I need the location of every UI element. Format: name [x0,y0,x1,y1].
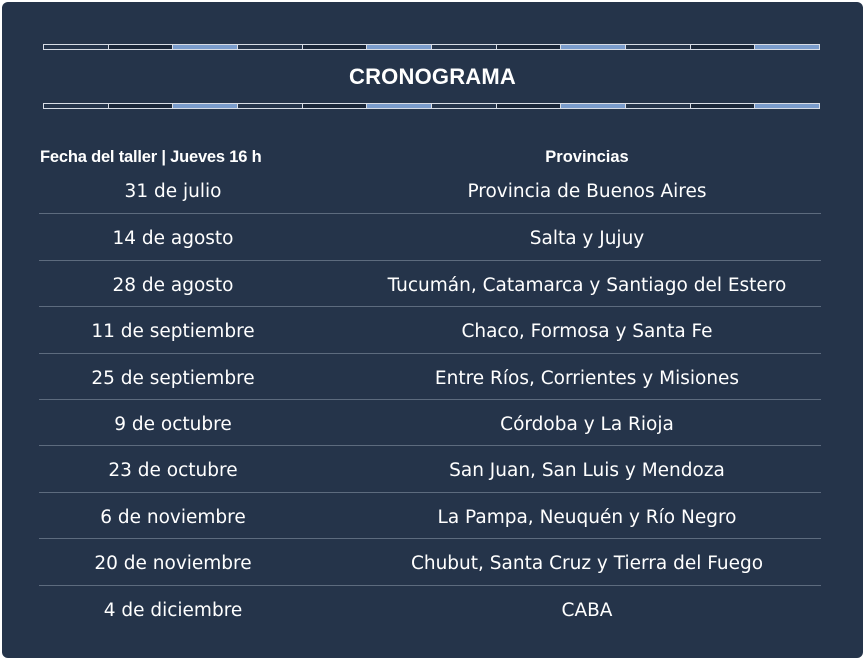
stripe-segment [497,104,562,108]
table-row [39,354,821,400]
stripe-segment [626,104,691,108]
workshop-date: 31 de julio [124,181,222,202]
date-column-header: Fecha del taller | Jueves 16 h [40,148,262,166]
stripe-segment [173,45,238,49]
province-list: Chaco, Formosa y Santa Fe [461,321,713,343]
stripe-segment [109,104,174,108]
workshop-date: 28 de agosto [112,274,234,296]
workshop-date: 14 de agosto [112,228,234,250]
stripe-segment [44,104,109,108]
workshop-date: 20 de noviembre [94,553,252,575]
workshop-date: 11 de septiembre [91,321,255,343]
table-row [39,493,821,539]
stripe-segment [432,104,497,108]
provinces-column-header: Provincias [545,148,629,166]
stripe-segment [691,45,756,49]
bottom-decorative-stripe [43,103,820,109]
stripe-segment [173,104,238,108]
stripe-segment [432,45,497,49]
stripe-segment [691,104,756,108]
workshop-date: 9 de octubre [114,413,232,435]
stripe-segment [303,45,368,49]
province-list: Córdoba y La Rioja [500,413,674,435]
province-list: La Pampa, Neuquén y Río Negro [437,506,737,528]
province-list: Salta y Jujuy [529,228,645,250]
stripe-segment [755,45,819,49]
province-list: Provincia de Buenos Aires [467,181,707,202]
stripe-segment [367,45,432,49]
top-decorative-stripe [43,44,820,50]
stripe-segment [238,45,303,49]
stripe-segment [626,45,691,49]
table-row [39,400,821,446]
stripe-segment [109,45,174,49]
stripe-segment [238,104,303,108]
table-row [39,539,821,585]
stripe-segment [303,104,368,108]
table-row [39,214,821,260]
stripe-segment [561,45,626,49]
province-list: Tucumán, Catamarca y Santiago del Estero [387,274,787,296]
schedule-table [39,168,821,632]
table-row [39,586,821,632]
table-row [39,168,821,214]
table-row [39,261,821,307]
workshop-date: 6 de noviembre [100,506,246,528]
page-title: CRONOGRAMA [349,64,516,89]
stripe-segment [561,104,626,108]
table-row [39,307,821,353]
stripe-segment [755,104,819,108]
province-list: Chubut, Santa Cruz y Tierra del Fuego [410,553,764,575]
workshop-date: 4 de diciembre [103,599,243,621]
schedule-panel [2,2,863,658]
province-list: CABA [561,599,613,621]
province-list: San Juan, San Luis y Mendoza [449,460,725,482]
province-list: Entre Ríos, Corrientes y Misiones [434,367,740,389]
table-row [39,446,821,492]
workshop-date: 23 de octubre [108,460,238,482]
stripe-segment [367,104,432,108]
workshop-date: 25 de septiembre [91,367,255,389]
stripe-segment [44,45,109,49]
stripe-segment [497,45,562,49]
